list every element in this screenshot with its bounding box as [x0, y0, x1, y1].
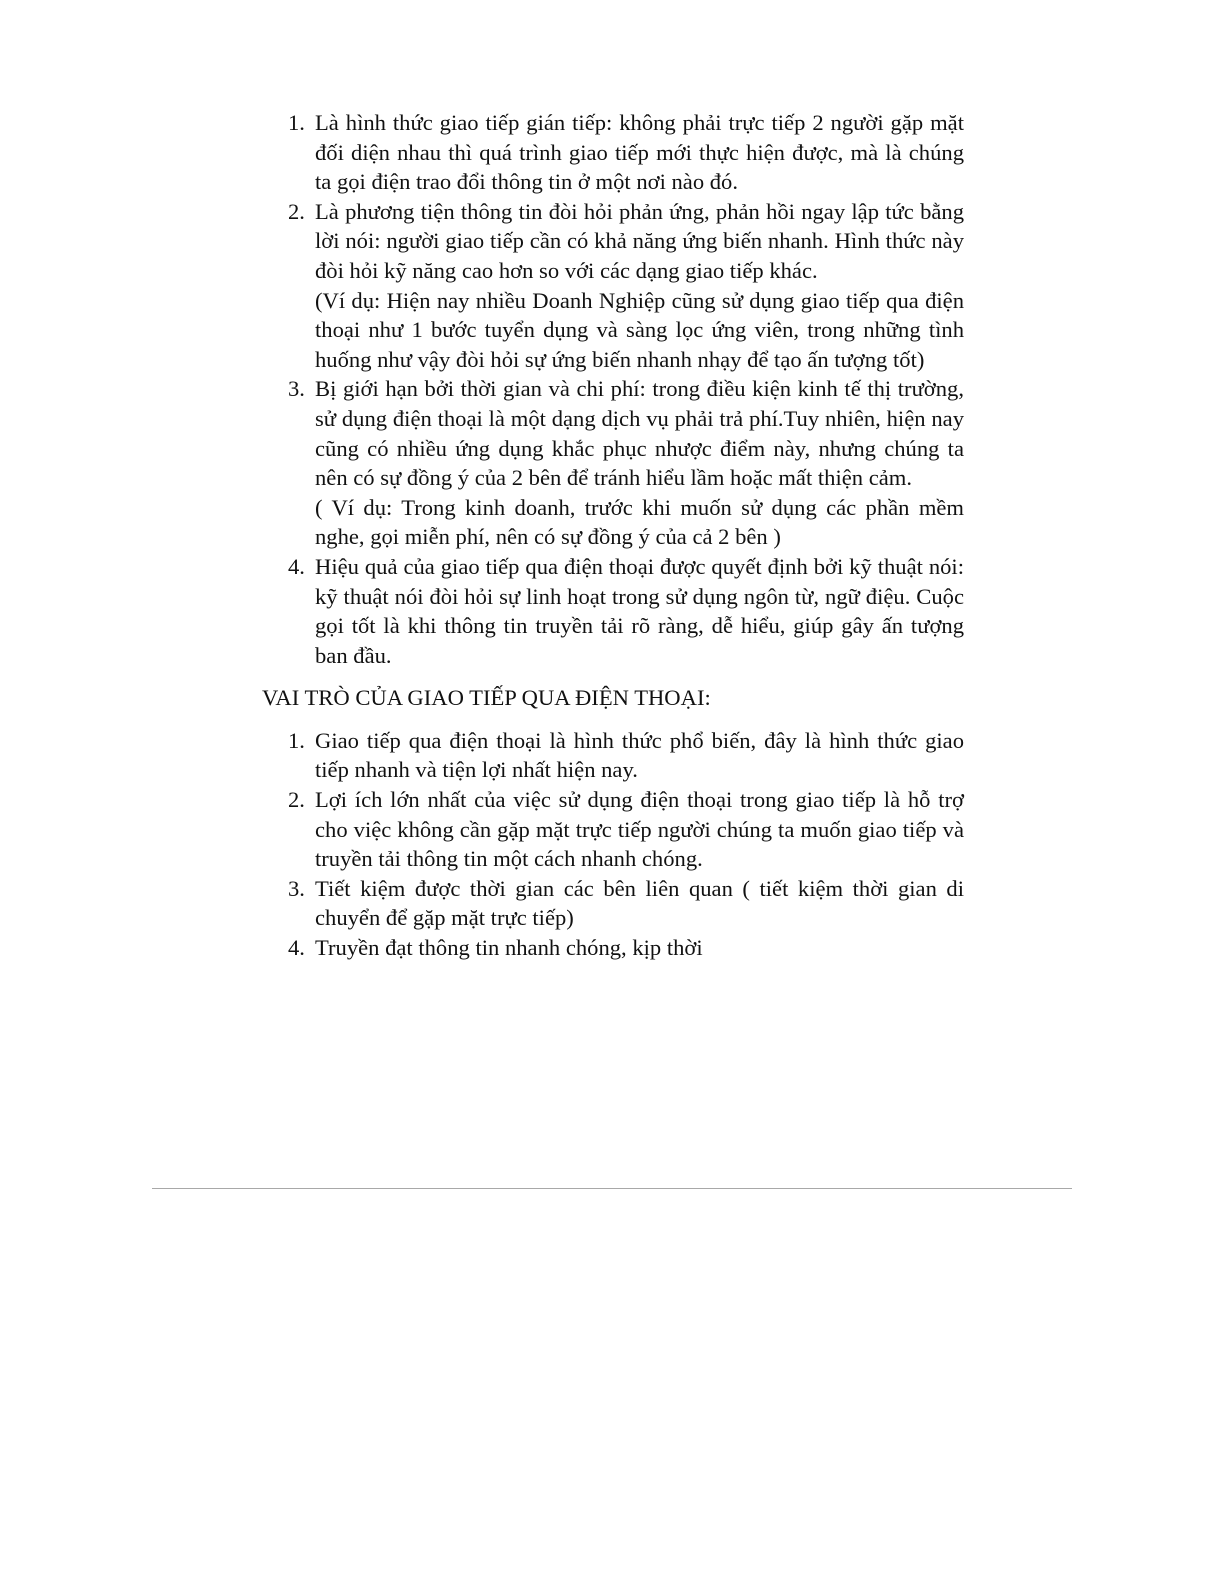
section-heading: VAI TRÒ CỦA GIAO TIẾP QUA ĐIỆN THOẠI: [262, 685, 711, 711]
list-item-number: 4. [288, 553, 305, 579]
list-item [262, 197, 964, 375]
list-item-example: (Ví dụ: Hiện nay nhiều Doanh Nghiệp cũng sử dụng giao tiếp qua điện thoại như 1 bước tuyển dụng và sàng lọc ứng viên, trong những tình huống như vậy đòi hỏi sự ứng biến nhanh nhạy để tạo ấn tượng tốt) [315, 287, 964, 372]
list-item-number: 1. [288, 727, 305, 753]
list-item-text: Lợi ích lớn nhất của việc sử dụng điện thoại trong giao tiếp là hỗ trợ cho việc không cần gặp mặt trực tiếp người chúng ta muốn giao tiếp và truyền tải thông tin một cách nhanh chóng. [315, 787, 964, 872]
list-item-number: 3. [288, 875, 305, 901]
list-item [262, 552, 964, 670]
list-item-example: ( Ví dụ: Trong kinh doanh, trước khi muốn sử dụng các phần mềm nghe, gọi miễn phí, nên có sự đồng ý của cả 2 bên ) [315, 494, 964, 550]
list-item-text: Giao tiếp qua điện thoại là hình thức phổ biến, đây là hình thức giao tiếp nhanh và tiện lợi nhất hiện nay. [315, 727, 964, 783]
page-divider [152, 1188, 1072, 1189]
list-item-text: Là phương tiện thông tin đòi hỏi phản ứng, phản hồi ngay lập tức bằng lời nói: người giao tiếp cần có khả năng ứng biến nhanh. Hình thức này đòi hỏi kỹ năng cao hơn so với các dạng giao tiếp khác. [315, 198, 964, 283]
list-item [262, 874, 964, 933]
list-item-text: Truyền đạt thông tin nhanh chóng, kịp thời [315, 935, 703, 961]
list-item-number: 2. [288, 198, 305, 224]
list-item-text: Hiệu quả của giao tiếp qua điện thoại được quyết định bởi kỹ thuật nói: kỹ thuật nói đòi hỏi sự linh hoạt trong sử dụng ngôn từ, ngữ điệu. Cuộc gọi tốt là khi thông tin truyền tải rõ ràng, dễ hiểu, giúp gây ấn tượng ban đầu. [315, 553, 964, 668]
list-item-number: 2. [288, 787, 305, 813]
characteristics-list [262, 108, 964, 670]
list-item [262, 785, 964, 874]
document-body [262, 108, 964, 963]
list-item [262, 374, 964, 552]
roles-list [262, 726, 964, 963]
list-item-number: 4. [288, 935, 305, 961]
list-item-number: 3. [288, 376, 305, 402]
list-item-text: Tiết kiệm được thời gian các bên liên quan ( tiết kiệm thời gian di chuyển để gặp mặt trực tiếp) [315, 875, 964, 931]
list-item [262, 933, 964, 963]
list-item-text: Bị giới hạn bởi thời gian và chi phí: trong điều kiện kinh tế thị trường, sử dụng điện thoại là một dạng dịch vụ phải trả phí.Tuy nhiên, hiện nay cũng có nhiều ứng dụng khắc phục nhược điểm này, nhưng chúng ta nên có sự đồng ý của 2 bên để tránh hiểu lầm hoặc mất thiện cảm. [315, 376, 964, 491]
list-item-text: Là hình thức giao tiếp gián tiếp: không phải trực tiếp 2 người gặp mặt đối diện nhau thì quá trình giao tiếp mới thực hiện được, mà là chúng ta gọi điện trao đổi thông tin ở một nơi nào đó. [315, 110, 964, 195]
list-item [262, 108, 964, 197]
list-item-number: 1. [288, 110, 305, 135]
list-item [262, 726, 964, 785]
